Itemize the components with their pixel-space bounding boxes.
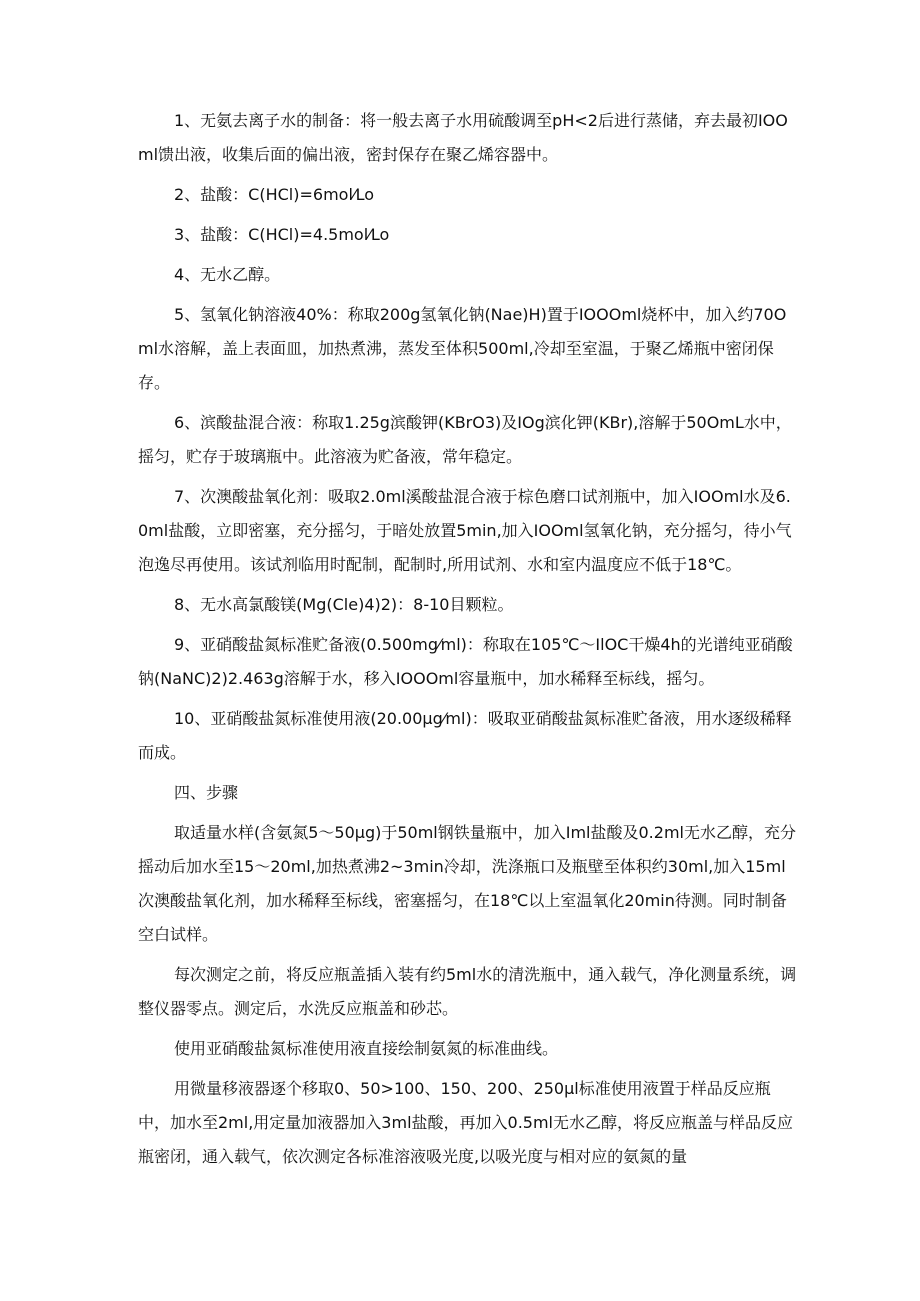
paragraph-reagent-9: 9、亚硝酸盐氮标准贮备液(0.500mg⁄ml)：称取在105℃～IlOC干燥4h的光谱纯亚硝酸钠(NaNC)2)2.463g溶解于水，移入IOOOml容量瓶中，加水稀释至标线，摇匀。 [138, 635, 793, 688]
paragraph-reagent-7: 7、次澳酸盐氧化剂：吸取2.0ml溪酸盐混合液于棕色磨口试剂瓶中，加入IOOml水及6.0ml盐酸，立即密塞，充分摇匀，于暗处放置5min,加入IOOml氢氧化钠，充分摇匀，待小气泡逸尽再使用。该试剂临用时配制，配制时,所用试剂、水和室内温度应不低于18℃。 [138, 487, 792, 574]
paragraph-procedure-sample: 取适量水样(含氨氮5～50μg)于50ml钢铁量瓶中，加入Iml盐酸及0.2ml无水乙醇，充分摇动后加水至15～20ml,加热煮沸2~3min冷却，洗涤瓶口及瓶壁至体积约30ml,加入15ml次澳酸盐氧化剂，加水稀释至标线，密塞摇匀，在18℃以上室温氧化20min待测。同时制备空白试样。 [138, 823, 796, 944]
paragraph-reagent-8: 8、无水高氯酸镁(Mg(Cle)4)2)：8-10目颗粒。 [174, 595, 514, 614]
paragraph-procedure-standards: 用微量移液器逐个移取0、50>100、150、200、250μl标准使用液置于样品反应瓶中，加水至2ml,用定量加液器加入3ml盐酸，再加入0.5ml无水乙醇，将反应瓶盖与样品反应瓶密闭，通入载气，依次测定各标准溶液吸光度,以吸光度与相对应的氨氮的量 [138, 1079, 793, 1166]
paragraph-reagent-4: 4、无水乙醇。 [174, 265, 281, 284]
paragraph-procedure-calibration: 使用亚硝酸盐氮标准使用液直接绘制氨氮的标准曲线。 [174, 1039, 559, 1058]
paragraph-reagent-5: 5、氢氧化钠溶液40%：称取200g氢氧化钠(Nae)H)置于IOOOml烧杯中，加入约70Oml水溶解，盖上表面皿，加热煮沸，蒸发至体积500ml,冷却至室温，于聚乙烯瓶中密闭保存。 [138, 305, 787, 392]
paragraph-reagent-1: 1、无氨去离子水的制备：将一般去离子水用硫酸调至pH<2后进行蒸储，弃去最初IOOml馈出液，收集后面的偏出液，密封保存在聚乙烯容器中。 [138, 111, 788, 164]
paragraph-reagent-10: 10、亚硝酸盐氮标准使用液(20.00μg⁄ml)：吸取亚硝酸盐氮标准贮备液，用水逐级稀释而成。 [138, 709, 792, 762]
section-heading-steps: 四、步骤 [174, 783, 239, 802]
paragraph-reagent-6: 6、滨酸盐混合液：称取1.25g滨酸钾(KBrO3)及IOg滨化钾(KBr),溶解于50OmL水中，摇匀，贮存于玻璃瓶中。此溶液为贮备液，常年稳定。 [138, 413, 792, 466]
paragraph-procedure-cleaning: 每次测定之前，将反应瓶盖插入装有约5ml水的清洗瓶中，通入载气，净化测量系统，调整仪器零点。测定后，水洗反应瓶盖和砂芯。 [138, 965, 797, 1018]
paragraph-reagent-2: 2、盐酸：C(HCl)=6mol⁄Lo [174, 185, 374, 204]
paragraph-reagent-3: 3、盐酸：C(HCl)=4.5mol⁄Lo [174, 225, 390, 244]
document-body [138, 104, 798, 1180]
